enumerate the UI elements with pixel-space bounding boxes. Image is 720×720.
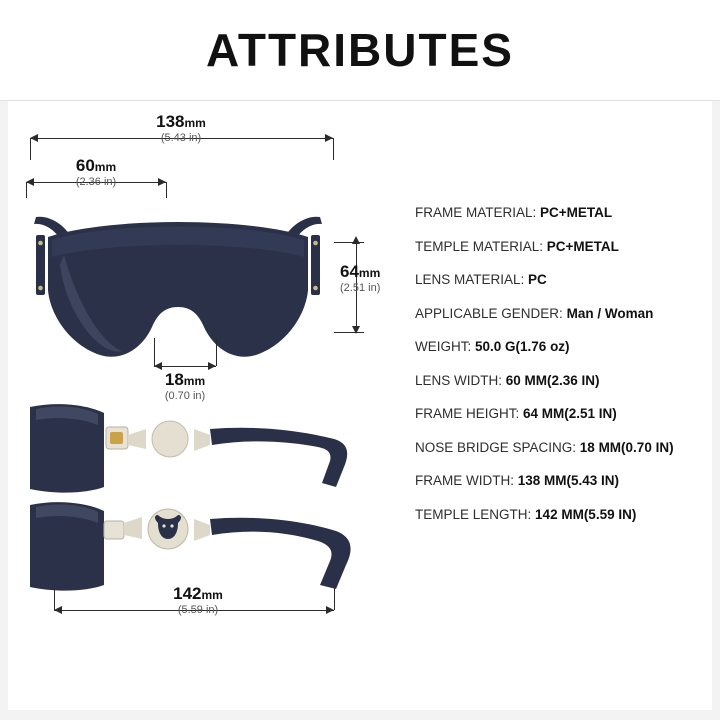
temple-length-label: 142mm (5.59 in) — [173, 584, 223, 617]
attribute-list — [415, 205, 715, 540]
attribute-row-frame-material — [415, 205, 715, 220]
nose-bridge-tick-left — [154, 338, 155, 366]
attribute-value: 60 MM(2.36 IN) — [505, 372, 600, 388]
attribute-key: APPLICABLE GENDER: — [415, 305, 563, 321]
attribute-value: 142 MM(5.59 IN) — [535, 506, 637, 522]
attribute-key: FRAME MATERIAL: — [415, 205, 537, 220]
left-strip — [0, 0, 8, 720]
attribute-key: LENS WIDTH: — [415, 372, 503, 388]
lens-width-arrow-left — [26, 178, 34, 186]
attribute-key: TEMPLE LENGTH: — [415, 506, 532, 522]
temple-length-tick-right — [334, 588, 335, 610]
product-illustration-area — [8, 110, 400, 710]
temple-length-arrow-right — [326, 606, 334, 614]
temple-length-tick-left — [54, 588, 55, 610]
frame-width-label: 138mm (5.43 in) — [156, 112, 206, 145]
lens-width-arrow-right — [158, 178, 166, 186]
attribute-key: WEIGHT: — [415, 339, 472, 354]
bottom-strip — [0, 710, 720, 720]
header-divider — [0, 100, 720, 101]
nose-bridge-arrow-right — [208, 362, 216, 370]
attribute-value: PC — [528, 272, 547, 287]
frame-width-tick-right — [333, 138, 334, 160]
frame-width-arrow-right — [325, 134, 333, 142]
nose-bridge-arrow-left — [154, 362, 162, 370]
attribute-row-weight — [415, 339, 715, 354]
page-title: ATTRIBUTES — [206, 24, 514, 76]
lens-width-label: 60mm (2.36 in) — [75, 156, 117, 189]
attribute-key: TEMPLE MATERIAL: — [415, 238, 544, 254]
attribute-value: 50.0 G(1.76 oz) — [475, 339, 570, 354]
attribute-value: 138 MM(5.43 IN) — [517, 473, 620, 488]
attribute-value: PC+METAL — [546, 238, 619, 254]
attribute-row-temple-material — [415, 239, 715, 254]
frame-height-label: 64mm (2.51 in) — [340, 262, 381, 295]
frame-width-arrow-left — [30, 134, 38, 142]
attribute-value: PC+METAL — [540, 205, 613, 220]
attribute-row-applicable-gender — [415, 306, 715, 321]
attribute-row-frame-width — [415, 473, 715, 488]
attribute-value: Man / Woman — [566, 305, 654, 321]
attribute-row-frame-height — [415, 406, 715, 421]
page-header — [0, 0, 720, 100]
attribute-key: FRAME WIDTH: — [415, 473, 514, 488]
nose-bridge-tick-right — [216, 338, 217, 366]
attribute-value: 64 MM(2.51 IN) — [523, 406, 617, 421]
attribute-row-lens-material — [415, 272, 715, 287]
nose-bridge-label: 18mm (0.70 in) — [164, 370, 206, 403]
nose-bridge-dim-line — [154, 366, 216, 367]
attribute-key: NOSE BRIDGE SPACING: — [415, 439, 577, 455]
frame-height-tick-top — [334, 242, 364, 243]
attribute-row-temple-length — [415, 507, 715, 522]
sunglasses-front-view — [18, 195, 338, 395]
attribute-row-lens-width — [415, 373, 715, 388]
attribute-key: FRAME HEIGHT: — [415, 406, 520, 421]
frame-width-tick-left — [30, 138, 31, 160]
frame-height-tick-bottom — [334, 332, 364, 333]
temple-length-arrow-left — [54, 606, 62, 614]
attribute-key: LENS MATERIAL: — [415, 272, 525, 287]
attribute-value: 18 MM(0.70 IN) — [579, 439, 674, 455]
attribute-row-nose-bridge-spacing — [415, 440, 715, 455]
